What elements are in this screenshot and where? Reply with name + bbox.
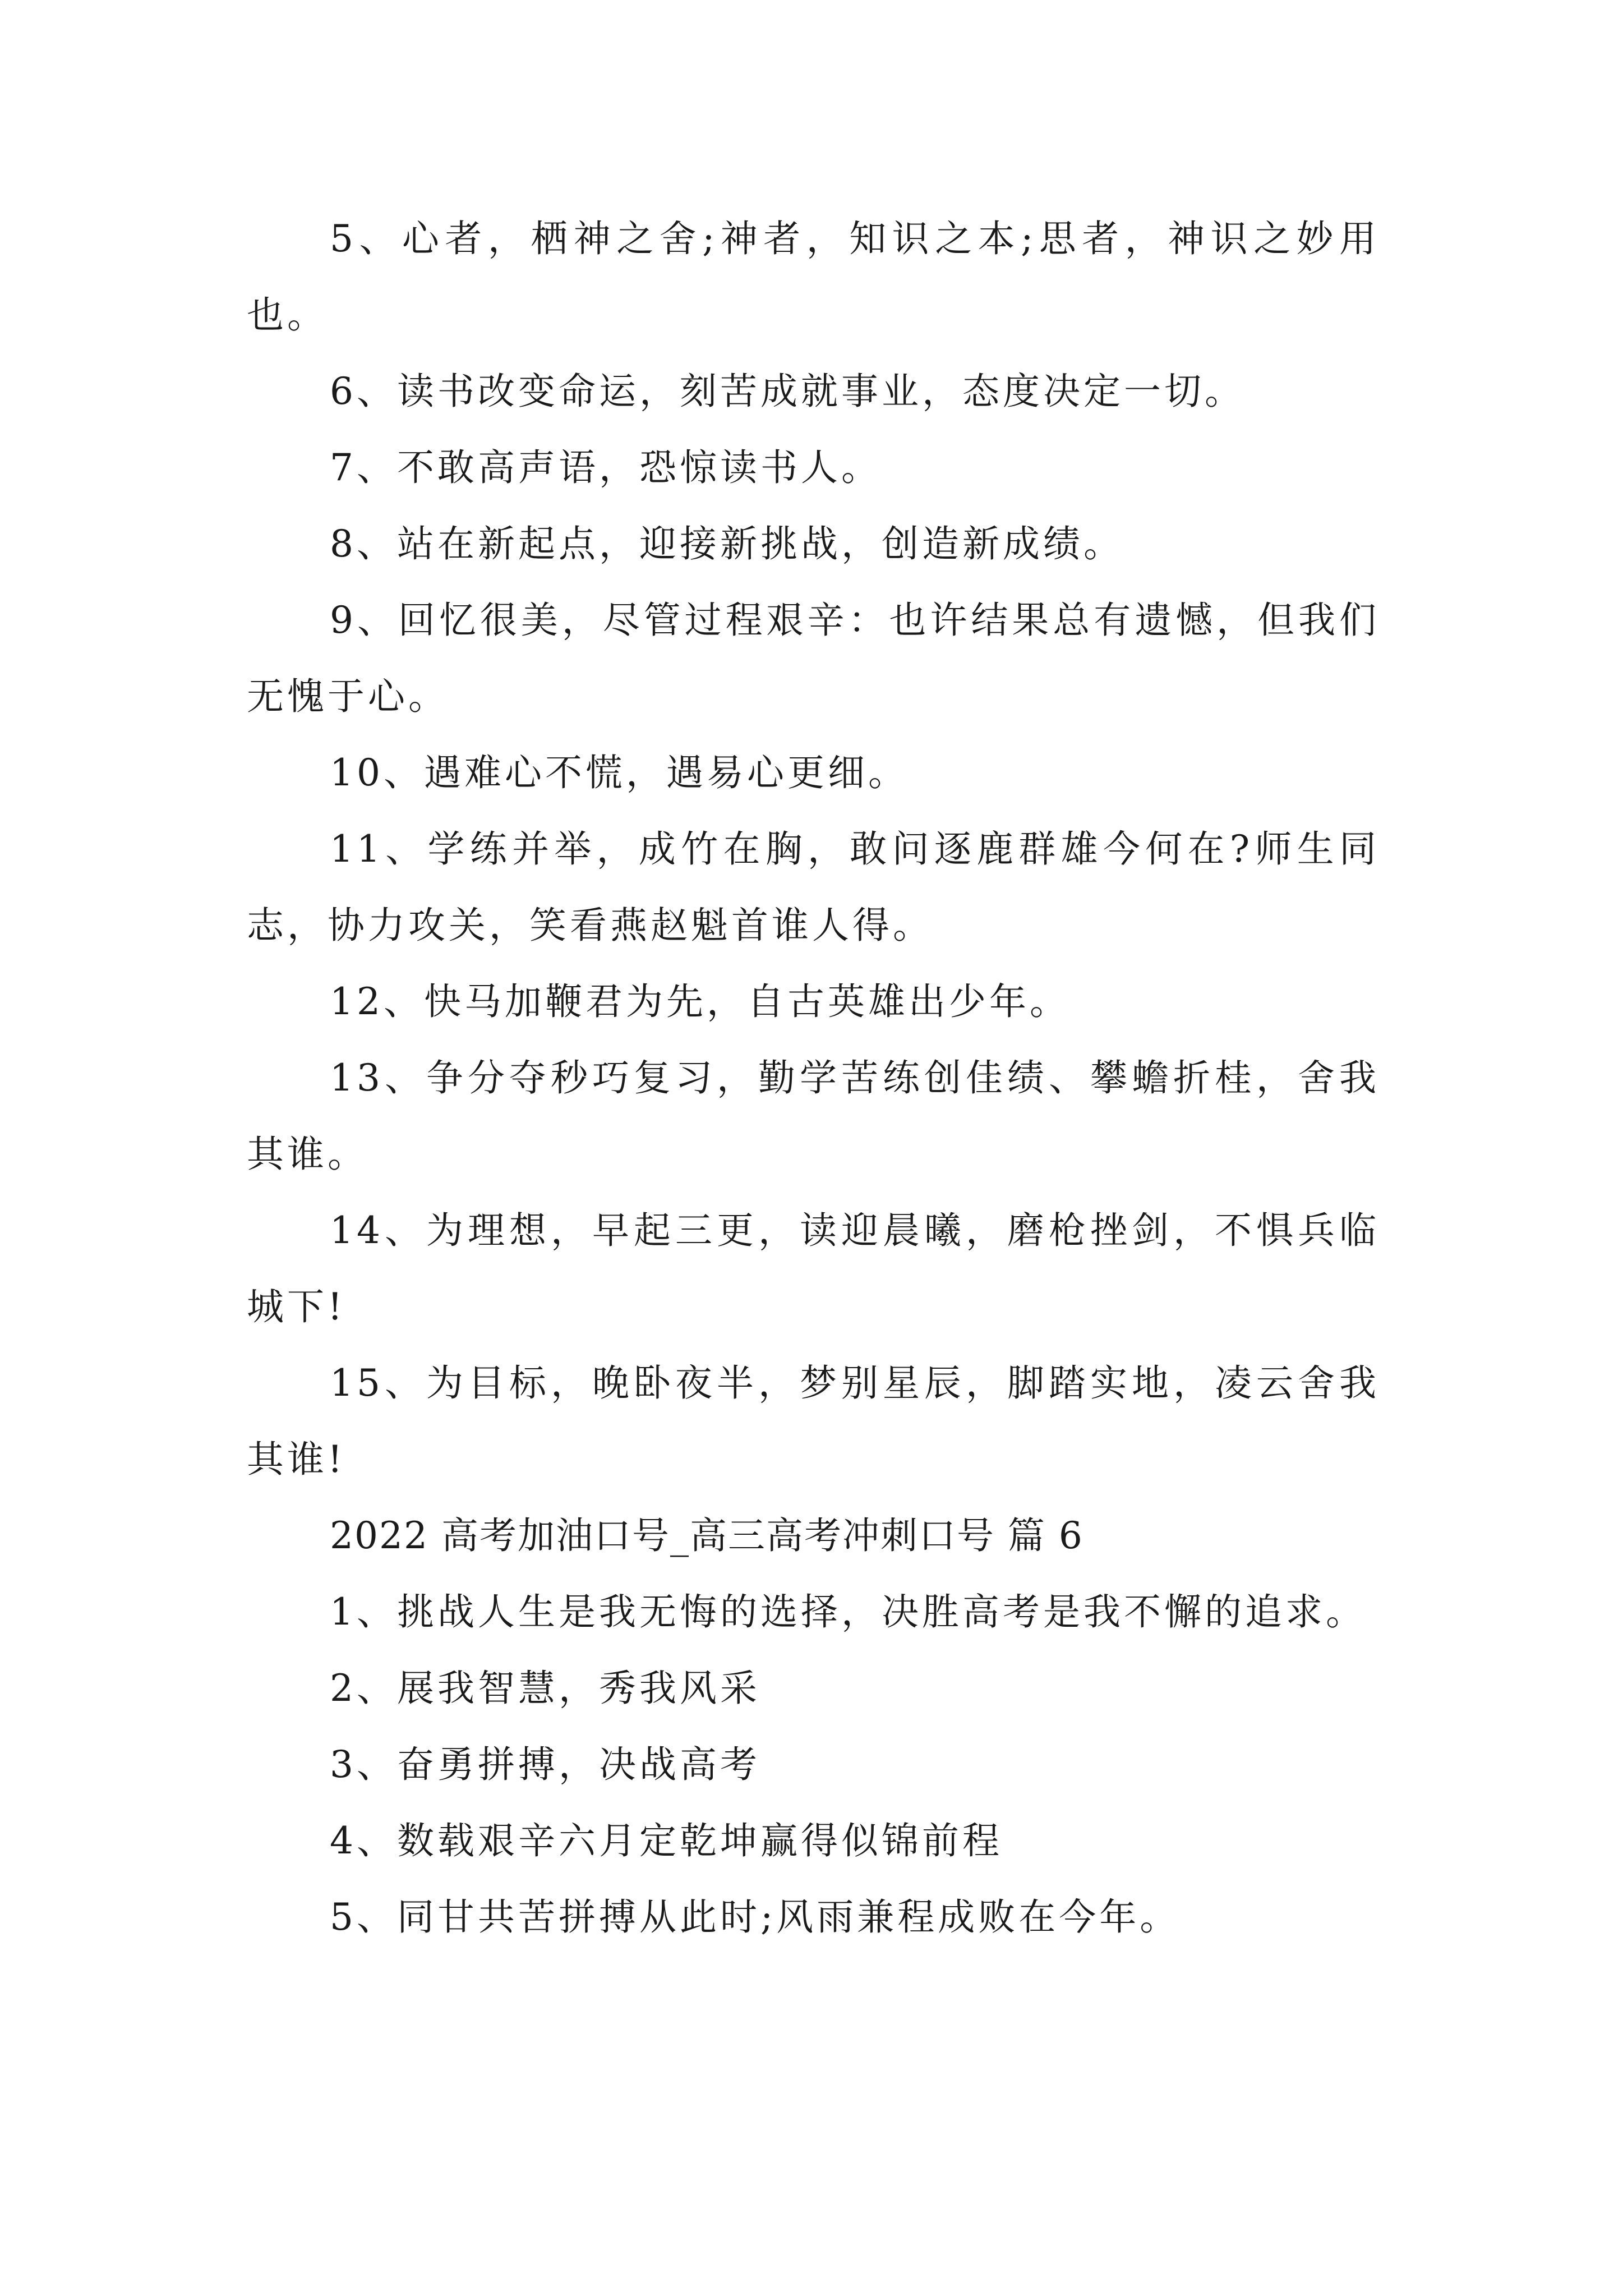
section-item-1: 1、挑战人生是我无悔的选择，决胜高考是我不懈的追求。 [330,1590,1366,1634]
document-body [247,201,1380,1955]
slogan-item-7: 7、不敢高声语，恐惊读书人。 [330,446,882,489]
section-heading: 2022 高考加油口号_高三高考冲刺口号 篇 6 [330,1514,1083,1557]
slogan-item-10: 10、遇难心不慌，遇易心更细。 [330,751,909,794]
slogan-item-11: 11、学练并举，成竹在胸，敢问逐鹿群雄今何在?师生同志，协力攻关，笑看燕赵魁首谁人得。 [247,827,1380,947]
slogan-item-8: 8、站在新起点，迎接新挑战，创造新成绩。 [330,522,1124,565]
section-item-4: 4、数载艰辛六月定乾坤赢得似锦前程 [330,1819,1003,1862]
slogan-item-15: 15、为目标，晚卧夜半，梦别星辰，脚踏实地，凌云舍我其谁! [247,1361,1380,1481]
section-item-2: 2、展我智慧，秀我风采 [330,1667,760,1710]
section-item-5: 5、同甘共苦拼搏从此时;风雨兼程成败在今年。 [330,1895,1181,1939]
slogan-item-9: 9、回忆很美，尽管过程艰辛：也许结果总有遗憾，但我们无愧于心。 [247,599,1380,718]
slogan-item-12: 12、快马加鞭君为先，自古英雄出少年。 [330,980,1070,1023]
slogan-item-13: 13、争分夺秒巧复习，勤学苦练创佳绩、攀蟾折桂，舍我其谁。 [247,1056,1380,1176]
slogan-item-6: 6、读书改变命运，刻苦成就事业，态度决定一切。 [330,370,1245,413]
slogan-item-14: 14、为理想，早起三更，读迎晨曦，磨枪挫剑，不惧兵临城下! [247,1209,1380,1328]
section-item-3: 3、奋勇拼搏，决战高考 [330,1743,760,1786]
slogan-item-5: 5、心者，栖神之舍;神者，知识之本;思者，神识之妙用也。 [247,217,1380,337]
